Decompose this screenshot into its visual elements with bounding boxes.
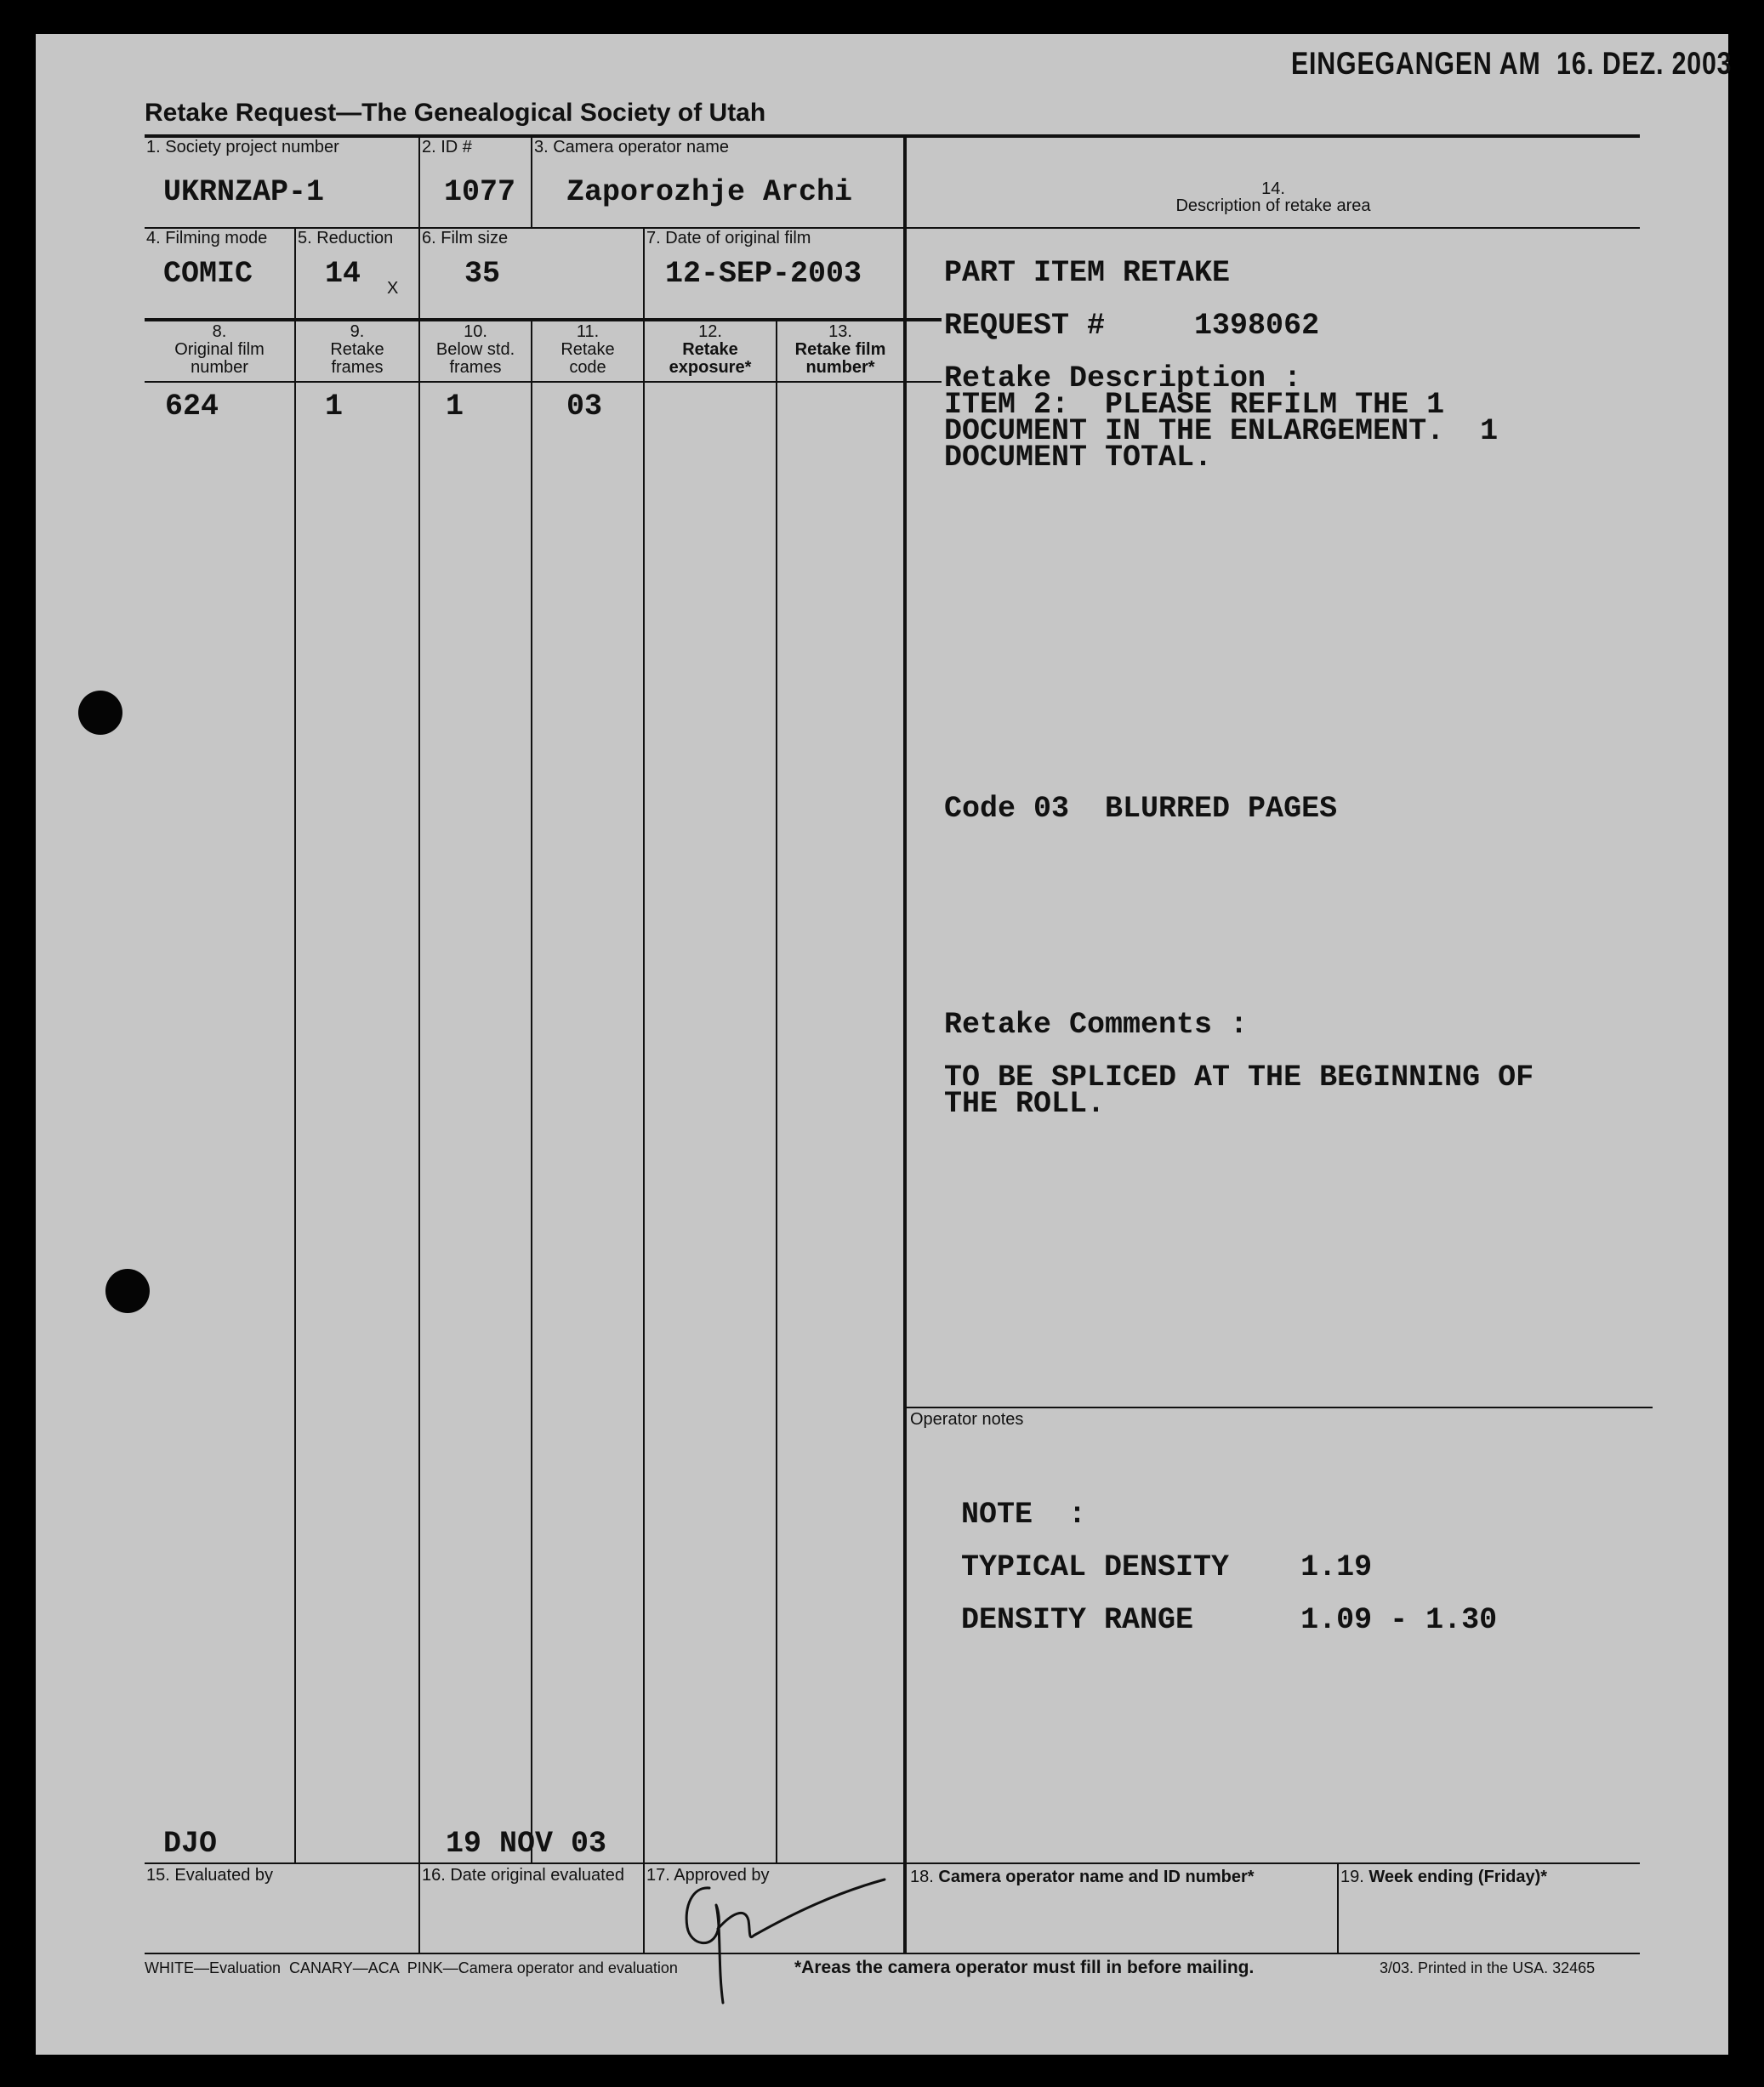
divider-e (776, 320, 777, 1864)
evaluated-by-label: 15. Evaluated by (146, 1866, 273, 1885)
main-divider (903, 136, 907, 1953)
operator-notes-label: Operator notes (910, 1410, 1024, 1429)
film-size-value: 35 (464, 257, 501, 291)
below-std-frames-value: 1 (446, 390, 464, 424)
desc-line-6: DOCUMENT TOTAL. (944, 441, 1213, 475)
date-original-label: 7. Date of original film (646, 229, 811, 247)
bottom-rule (145, 1862, 1640, 1864)
divider-b (418, 136, 420, 1953)
binder-hole-bottom (105, 1269, 150, 1313)
reduction-label: 5. Reduction (298, 229, 394, 247)
notes-line-1: NOTE : (961, 1498, 1087, 1532)
operator-name-value: Zaporozhje Archi (566, 175, 853, 209)
desc-line-1: PART ITEM RETAKE (944, 256, 1231, 290)
operator-name-label: 3. Camera operator name (534, 138, 730, 156)
printed-note: 3/03. Printed in the USA. 32465 (1380, 1959, 1596, 1976)
description-label-num: 14. (1261, 179, 1285, 198)
filming-mode-value: COMIC (163, 257, 253, 291)
desc-comments-label: Retake Comments : (944, 1008, 1249, 1042)
divider-f (1337, 1862, 1339, 1953)
project-number-label: 1. Society project number (146, 138, 339, 156)
copies-note: WHITE—Evaluation CANARY—ACA PINK—Camera operator and evaluation (145, 1959, 678, 1976)
desc-line-4: ITEM 2: PLEASE REFILM THE 1 (944, 388, 1445, 422)
date-evaluated-label: 16. Date original evaluated (422, 1866, 624, 1885)
original-film-number-value: 624 (165, 390, 219, 424)
description-label-text: Description of retake area (1175, 196, 1371, 215)
film-size-label: 6. Film size (422, 229, 509, 247)
areas-note: *Areas the camera operator must fill in before mailing. (794, 1958, 1255, 1977)
col12-header: 12. Retake exposure* (669, 322, 752, 377)
col10-header: 10. Below std. frames (435, 322, 515, 377)
approved-by-label: 17. Approved by (646, 1866, 770, 1885)
divider-d (643, 227, 645, 1953)
header-rule (145, 381, 942, 383)
form-title: Retake Request—The Genealogical Society of Utah (145, 99, 766, 127)
divider-c (531, 136, 532, 229)
project-number-value: UKRNZAP-1 (163, 175, 325, 209)
date-evaluated-value: 19 NOV 03 (446, 1827, 607, 1861)
received-stamp: EINGEGANGEN AM 16. DEZ. 2003 (1291, 46, 1733, 81)
notes-rule (906, 1407, 1653, 1408)
retake-frames-value: 1 (325, 390, 344, 424)
week-ending-label: 19. Week ending (Friday)* (1340, 1868, 1548, 1886)
retake-code-value: 03 (566, 390, 603, 424)
evaluated-by-value: DJO (163, 1827, 218, 1861)
desc-comments-2: THE ROLL. (944, 1087, 1106, 1121)
notes-line-2: TYPICAL DENSITY 1.19 (961, 1550, 1373, 1584)
col8-header: 8. Original film number (174, 322, 265, 377)
binder-hole-top (78, 691, 122, 735)
desc-line-2: REQUEST # 1398062 (944, 309, 1320, 343)
desc-code-line: Code 03 BLURRED PAGES (944, 792, 1338, 826)
desc-comments-1: TO BE SPLICED AT THE BEGINNING OF (944, 1061, 1534, 1095)
id-value: 1077 (444, 175, 516, 209)
divider-a (294, 227, 296, 1864)
reduction-x-mark: X (387, 279, 399, 298)
desc-line-5: DOCUMENT IN THE ENLARGEMENT. 1 (944, 414, 1499, 448)
id-label: 2. ID # (422, 138, 472, 156)
filming-mode-label: 4. Filming mode (146, 229, 268, 247)
divider-c2 (531, 320, 532, 1864)
desc-line-3: Retake Description : (944, 361, 1302, 395)
date-original-value: 12-SEP-2003 (665, 257, 862, 291)
row2-rule (145, 318, 942, 321)
col11-header: 11. Retake code (560, 322, 615, 377)
top-rule (145, 134, 1640, 138)
camera-operator-id-label: 18. Camera operator name and ID number* (910, 1868, 1255, 1886)
col13-header: 13. Retake film number* (794, 322, 886, 377)
reduction-value: 14 (325, 257, 361, 291)
notes-line-3: DENSITY RANGE 1.09 - 1.30 (961, 1603, 1498, 1637)
col9-header: 9. Retake frames (330, 322, 384, 377)
retake-request-form (36, 34, 1733, 2055)
description-label (907, 180, 1640, 214)
